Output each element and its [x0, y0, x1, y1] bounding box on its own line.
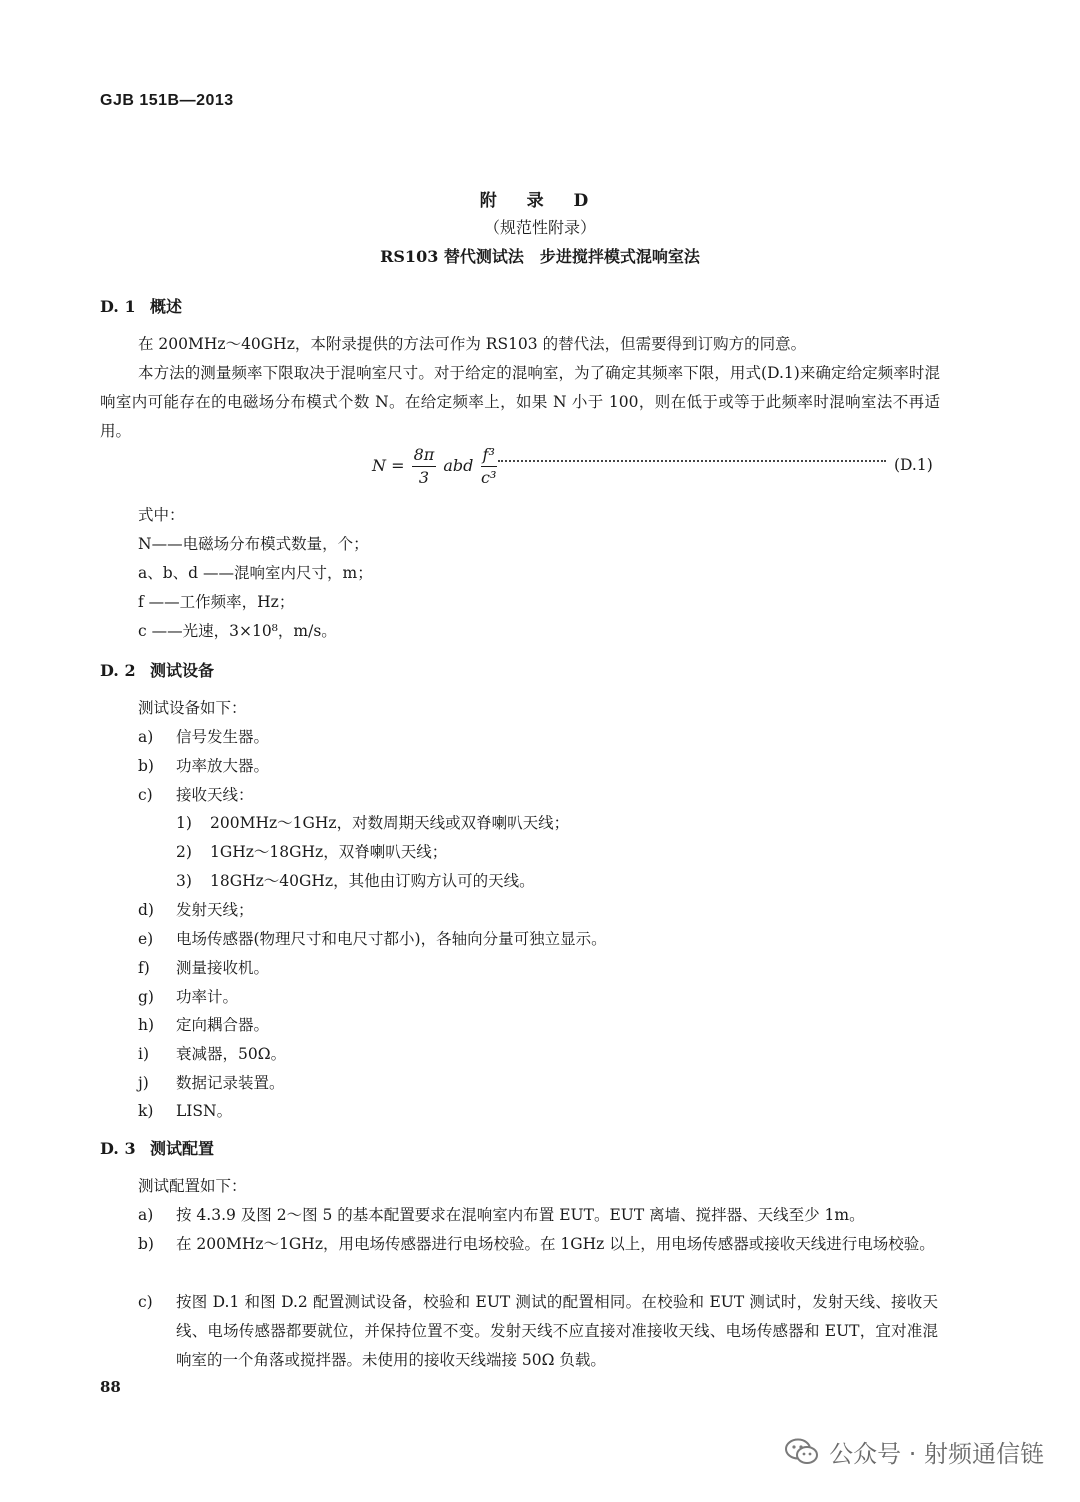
section-title: 测试配置 — [150, 1139, 215, 1158]
appendix-name: RS103 替代测试法 步进搅拌模式混响室法 — [380, 247, 700, 266]
section-number: D. 3 — [100, 1139, 136, 1158]
fraction-denominator: c³ — [481, 468, 497, 487]
list-item: e) 电场传感器(物理尺寸和电尺寸都小)，各轴向分量可独立显示。 — [138, 930, 607, 948]
section-title: 概述 — [150, 297, 183, 316]
formula-d1 — [372, 444, 499, 489]
formula-fraction — [412, 444, 437, 489]
list-item: a) 按 4.3.9 及图 2～图 5 的基本配置要求在混响室内布置 EUT。EUT 离墙、搅拌器、天线至少 1m。 — [138, 1206, 865, 1224]
list-item: g) 功率计。 — [138, 988, 239, 1006]
where-label: 式中： — [138, 506, 185, 524]
list-item: c) 按图 D.1 和图 D.2 配置测试设备，校验和 EUT 测试的配置相同。在校验和 EUT 测试时，发射天线、接收天线、电场传感器都要就位，并保持位置不变。发射天线不应直接对准接收天线、电场传感器和 EUT，宜对准混响室的一个角落或搅拌器。未使用的接收天线端接 50Ω 负载。 — [138, 1293, 938, 1369]
section-title: 测试设备 — [150, 661, 215, 680]
watermark-text: 公众号 · 射频通信链 — [829, 1440, 1044, 1468]
formula-term: abd — [443, 456, 474, 475]
section-number: D. 2 — [100, 661, 136, 680]
list-item: f) 测量接收机。 — [138, 959, 270, 977]
standard-code: GJB 151B—2013 — [100, 92, 234, 109]
fraction-numerator: f³ — [481, 444, 497, 467]
section-heading-d1 — [100, 294, 182, 317]
formula-fraction — [481, 444, 497, 489]
list-intro: 测试设备如下： — [138, 699, 247, 717]
list-item: i) 衰减器，50Ω。 — [138, 1045, 287, 1063]
appendix-title: 附 录 D — [479, 191, 601, 211]
list-item: b) 在 200MHz～1GHz，用电场传感器进行电场校验。在 1GHz 以上，用电场传感器或接收天线进行电场校验。 — [138, 1235, 935, 1253]
definition-item: N——电磁场分布模式数量，个； — [138, 535, 369, 553]
paragraph: 在 200MHz～40GHz，本附录提供的方法可作为 RS103 的替代法，但需要得到订购方的同意。 — [138, 335, 807, 353]
definition-item: f ——工作频率，Hz； — [138, 593, 295, 611]
dot-leader — [498, 460, 886, 462]
page-number: 88 — [100, 1378, 121, 1396]
definition-item: c ——光速，3×10⁸，m/s。 — [138, 622, 337, 640]
sub-list-item: 3) 18GHz～40GHz，其他由订购方认可的天线。 — [176, 872, 535, 890]
list-item: k) LISN。 — [138, 1102, 233, 1120]
list-item: d) 发射天线； — [138, 901, 254, 919]
paragraph: 本方法的测量频率下限取决于混响室尺寸。对于给定的混响室，为了确定其频率下限，用式(D.1)来确定给定频率时混响室内可能存在的电磁场分布模式个数 N。在给定频率上，如果 N 小于 100，则在低于或等于此频率时混响室法不再适用。 — [100, 364, 940, 440]
list-item: a) 信号发生器。 — [138, 728, 270, 746]
list-item: j) 数据记录装置。 — [138, 1074, 285, 1092]
sub-list-item: 2) 1GHz～18GHz，双脊喇叭天线； — [176, 843, 448, 861]
fraction-denominator: 3 — [418, 468, 430, 487]
definition-item: a、b、d ——混响室内尺寸，m； — [138, 564, 373, 582]
sub-list-item: 1) 200MHz～1GHz，对数周期天线或双脊喇叭天线； — [176, 814, 570, 832]
watermark — [785, 1434, 1044, 1469]
list-item: h) 定向耦合器。 — [138, 1016, 270, 1034]
list-item: b) 功率放大器。 — [138, 757, 270, 775]
section-number: D. 1 — [100, 297, 136, 316]
equation-number: (D.1) — [894, 456, 933, 474]
fraction-numerator: 8π — [412, 444, 437, 467]
formula-lhs: N = — [372, 456, 405, 475]
wechat-icon — [785, 1438, 819, 1466]
list-intro: 测试配置如下： — [138, 1177, 247, 1195]
appendix-subtitle: （规范性附录） — [483, 218, 596, 237]
list-item: c) 接收天线： — [138, 786, 254, 804]
section-heading-d3 — [100, 1136, 214, 1159]
section-heading-d2 — [100, 658, 214, 681]
